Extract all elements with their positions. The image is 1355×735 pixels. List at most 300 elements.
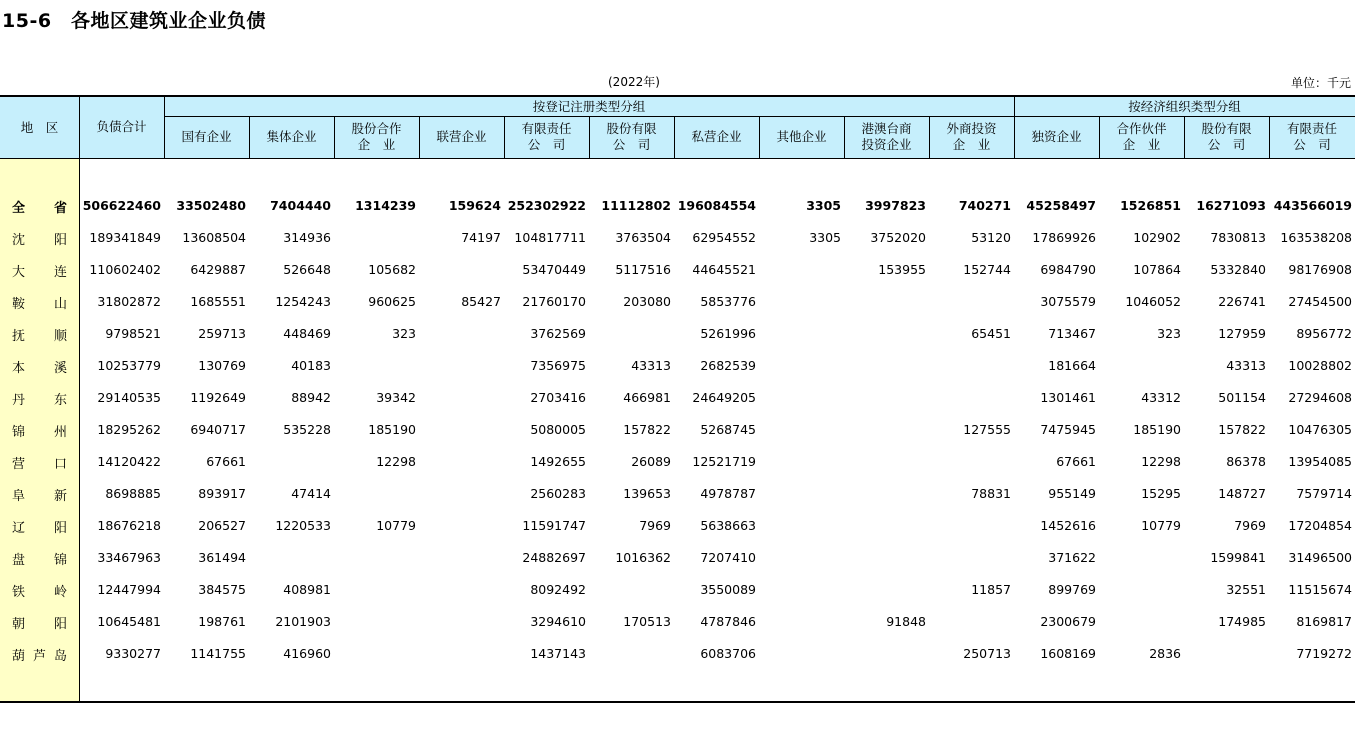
value-cell: 18676218 — [97, 518, 161, 533]
year-label: (2022年) — [608, 75, 660, 89]
header-col-line: 外商投资 — [946, 121, 997, 136]
header-col-label — [351, 121, 401, 153]
region-char: 抚 — [12, 328, 26, 344]
header-col-label — [181, 129, 231, 145]
value-cell — [844, 510, 926, 542]
value-cell — [1099, 574, 1181, 606]
header-col-10 — [929, 116, 1014, 158]
header-col-line: 集体企业 — [266, 129, 317, 144]
value-cell: 53120 — [971, 230, 1011, 245]
region-char: 盘 — [12, 552, 26, 568]
value-cell — [844, 638, 926, 670]
value-cell: 740271 — [958, 198, 1011, 213]
value-cell: 8956772 — [1296, 326, 1352, 341]
value-cell: 9798521 — [105, 326, 161, 341]
value-cell: 314936 — [283, 230, 331, 245]
value-cell: 506622460 — [82, 198, 161, 213]
region-char: 溪 — [53, 360, 67, 376]
value-cell: 526648 — [283, 262, 331, 277]
value-cell — [759, 350, 841, 382]
value-cell: 53470449 — [522, 262, 586, 277]
header-col-line: 国有企业 — [181, 129, 232, 144]
value-cell — [419, 638, 501, 670]
header-col-label — [776, 129, 826, 145]
header-col-line: 其他企业 — [776, 129, 827, 144]
value-cell: 17869926 — [1032, 230, 1096, 245]
value-cell: 185190 — [1133, 422, 1181, 437]
value-cell: 40183 — [291, 358, 331, 373]
value-cell: 105682 — [368, 262, 416, 277]
region-cell — [0, 606, 79, 638]
value-cell — [844, 318, 926, 350]
region-char: 新 — [53, 488, 67, 504]
value-cell: 32551 — [1226, 582, 1266, 597]
value-cell: 7404440 — [270, 198, 331, 213]
value-cell: 107864 — [1133, 262, 1181, 277]
header-col-label — [266, 129, 316, 145]
value-cell: 11857 — [971, 582, 1011, 597]
value-cell: 5261996 — [700, 326, 756, 341]
value-cell: 10645481 — [97, 614, 161, 629]
value-cell: 43312 — [1141, 390, 1181, 405]
value-cell: 226741 — [1218, 294, 1266, 309]
value-cell — [334, 542, 416, 574]
value-cell: 12447994 — [97, 582, 161, 597]
value-cell: 26089 — [631, 454, 671, 469]
value-cell: 27294608 — [1288, 390, 1352, 405]
value-cell: 5268745 — [700, 422, 756, 437]
value-cell: 181664 — [1048, 358, 1096, 373]
region-char: 顺 — [53, 328, 67, 344]
region-char: 锦 — [12, 424, 26, 440]
value-cell: 24882697 — [522, 550, 586, 565]
region-char: 铁 — [12, 584, 26, 600]
value-cell: 7830813 — [1210, 230, 1266, 245]
value-cell: 17204854 — [1288, 518, 1352, 533]
region-char: 阳 — [53, 232, 67, 248]
region-cell — [0, 638, 79, 670]
value-cell — [419, 254, 501, 286]
value-cell: 196084554 — [677, 198, 756, 213]
unit-label: 单位：千元 — [1290, 76, 1351, 90]
header-col-label — [1031, 129, 1081, 145]
value-cell: 3305 — [806, 198, 841, 213]
value-cell: 31802872 — [97, 294, 161, 309]
header-col-1 — [164, 116, 249, 158]
region-char: 大 — [12, 264, 26, 280]
value-cell — [759, 254, 841, 286]
value-cell: 3305 — [809, 230, 841, 245]
value-cell: 157822 — [623, 422, 671, 437]
header-col-4 — [419, 116, 504, 158]
value-cell: 15295 — [1141, 486, 1181, 501]
value-cell: 1141755 — [190, 646, 246, 661]
value-cell: 127555 — [963, 422, 1011, 437]
value-cell — [419, 542, 501, 574]
value-cell: 7579714 — [1296, 486, 1352, 501]
value-cell: 5853776 — [700, 294, 756, 309]
header-col-line: 有限责任 — [1286, 121, 1337, 136]
value-cell: 3997823 — [865, 198, 926, 213]
value-cell — [1099, 542, 1181, 574]
value-cell — [759, 478, 841, 510]
value-cell: 501154 — [1218, 390, 1266, 405]
region-cell — [0, 254, 79, 286]
value-cell: 29140535 — [97, 390, 161, 405]
region-char: 芦 — [32, 648, 46, 664]
value-cell: 10779 — [1141, 518, 1181, 533]
header-col-5 — [504, 116, 589, 158]
value-cell — [929, 606, 1011, 638]
value-cell: 12521719 — [692, 454, 756, 469]
value-cell: 713467 — [1048, 326, 1096, 341]
header-col-12 — [1099, 116, 1184, 158]
value-cell: 44645521 — [692, 262, 756, 277]
value-cell — [759, 414, 841, 446]
region-cell — [0, 574, 79, 606]
value-cell: 1599841 — [1210, 550, 1266, 565]
header-col-line: 联营企业 — [436, 129, 487, 144]
value-cell: 65451 — [971, 326, 1011, 341]
value-cell — [759, 382, 841, 414]
value-cell — [249, 542, 331, 574]
value-cell: 6940717 — [190, 422, 246, 437]
value-cell: 6429887 — [190, 262, 246, 277]
value-cell: 85427 — [461, 294, 501, 309]
header-region: 地 区 — [20, 119, 59, 135]
value-cell: 2682539 — [700, 358, 756, 373]
region-char: 营 — [12, 456, 26, 472]
value-cell — [759, 318, 841, 350]
value-cell: 1685551 — [190, 294, 246, 309]
value-cell: 1437143 — [530, 646, 586, 661]
value-cell: 893917 — [198, 486, 246, 501]
value-cell: 157822 — [1218, 422, 1266, 437]
header-col-line: 港澳台商 — [861, 121, 912, 136]
value-cell: 2560283 — [530, 486, 586, 501]
header-col-label — [606, 121, 656, 153]
value-cell — [759, 510, 841, 542]
value-cell — [589, 574, 671, 606]
value-cell: 153955 — [878, 262, 926, 277]
value-cell — [419, 446, 501, 478]
value-cell — [929, 350, 1011, 382]
value-cell: 1016362 — [615, 550, 671, 565]
header-col-9 — [844, 116, 929, 158]
value-cell: 4978787 — [700, 486, 756, 501]
region-char: 朝 — [12, 616, 26, 632]
value-cell: 5332840 — [1210, 262, 1266, 277]
header-col-label — [946, 121, 996, 153]
value-cell: 259713 — [198, 326, 246, 341]
value-cell: 384575 — [198, 582, 246, 597]
header-col-label — [436, 129, 486, 145]
value-cell — [929, 510, 1011, 542]
region-char: 本 — [12, 360, 26, 376]
value-cell: 8698885 — [105, 486, 161, 501]
value-cell: 98176908 — [1288, 262, 1352, 277]
header-col-line: 公 司 — [1207, 137, 1246, 152]
header-col-14 — [1269, 116, 1355, 158]
header-col-7 — [674, 116, 759, 158]
header-total: 负债合计 — [96, 119, 147, 134]
value-cell: 3075579 — [1040, 294, 1096, 309]
header-group-registration: 按登记注册类型分组 — [532, 98, 646, 114]
value-cell: 1220533 — [275, 518, 331, 533]
value-cell: 12298 — [376, 454, 416, 469]
value-cell: 408981 — [283, 582, 331, 597]
page-title: 15-6 各地区建筑业企业负债 — [2, 10, 267, 32]
region-char: 山 — [53, 296, 67, 312]
value-cell: 163538208 — [1280, 230, 1352, 245]
value-cell — [759, 574, 841, 606]
header-col-8 — [759, 116, 844, 158]
value-cell: 13608504 — [182, 230, 246, 245]
region-char: 锦 — [53, 552, 67, 568]
value-cell: 88942 — [291, 390, 331, 405]
value-cell: 43313 — [631, 358, 671, 373]
value-cell: 78831 — [971, 486, 1011, 501]
value-cell — [419, 510, 501, 542]
value-cell: 7207410 — [700, 550, 756, 565]
value-cell: 4787846 — [700, 614, 756, 629]
value-cell: 198761 — [198, 614, 246, 629]
header-col-line: 股份有限 — [1201, 121, 1252, 136]
header-col-label — [861, 121, 911, 153]
value-cell — [419, 318, 501, 350]
value-cell: 11591747 — [522, 518, 586, 533]
value-cell: 250713 — [963, 646, 1011, 661]
value-cell: 33467963 — [97, 550, 161, 565]
region-cell — [0, 446, 79, 478]
value-cell: 21760170 — [522, 294, 586, 309]
region-cell — [0, 542, 79, 574]
value-cell: 104817711 — [514, 230, 586, 245]
value-cell: 10779 — [376, 518, 416, 533]
value-cell: 110602402 — [89, 262, 161, 277]
header-col-line: 公 司 — [1293, 137, 1331, 152]
value-cell: 323 — [392, 326, 416, 341]
region-char: 连 — [53, 264, 67, 280]
value-cell: 5638663 — [700, 518, 756, 533]
region-char: 省 — [53, 200, 67, 216]
value-cell: 91848 — [886, 614, 926, 629]
header-col-label — [691, 129, 741, 145]
value-cell: 185190 — [368, 422, 416, 437]
value-cell: 899769 — [1048, 582, 1096, 597]
value-cell: 7475945 — [1040, 422, 1096, 437]
table-bottom-rule — [0, 701, 1355, 703]
value-cell: 14120422 — [97, 454, 161, 469]
header-col-11 — [1014, 116, 1099, 158]
value-cell — [334, 638, 416, 670]
value-cell: 74197 — [461, 230, 501, 245]
value-cell — [249, 446, 331, 478]
header-col-13 — [1184, 116, 1269, 158]
value-cell: 7719272 — [1296, 646, 1352, 661]
value-cell: 10253779 — [97, 358, 161, 373]
header-col-line: 企 业 — [357, 137, 396, 152]
value-cell — [929, 542, 1011, 574]
value-cell: 955149 — [1048, 486, 1096, 501]
header-col-label — [1116, 121, 1166, 153]
value-cell: 1254243 — [275, 294, 331, 309]
value-cell — [929, 286, 1011, 318]
value-cell: 27454500 — [1288, 294, 1352, 309]
value-cell: 159624 — [448, 198, 501, 213]
value-cell: 16271093 — [1196, 198, 1266, 213]
value-cell: 139653 — [623, 486, 671, 501]
value-cell — [589, 318, 671, 350]
value-cell: 33502480 — [176, 198, 246, 213]
region-char: 州 — [53, 424, 67, 440]
region-cell — [0, 414, 79, 446]
header-col-line: 股份合作 — [351, 121, 402, 136]
value-cell: 10476305 — [1288, 422, 1352, 437]
region-char: 东 — [53, 392, 67, 408]
region-cell — [0, 350, 79, 382]
value-cell — [844, 542, 926, 574]
value-cell: 24649205 — [692, 390, 756, 405]
header-col-line: 有限责任 — [521, 121, 572, 136]
value-cell — [759, 638, 841, 670]
value-cell: 62954552 — [692, 230, 756, 245]
value-cell — [844, 478, 926, 510]
value-cell: 416960 — [283, 646, 331, 661]
value-cell: 252302922 — [507, 198, 586, 213]
value-cell: 11515674 — [1288, 582, 1352, 597]
value-cell: 45258497 — [1026, 198, 1096, 213]
value-cell: 31496500 — [1288, 550, 1352, 565]
value-cell: 1492655 — [530, 454, 586, 469]
value-cell: 8169817 — [1296, 614, 1352, 629]
value-cell: 2836 — [1149, 646, 1181, 661]
value-cell: 960625 — [368, 294, 416, 309]
value-cell: 203080 — [623, 294, 671, 309]
value-cell: 448469 — [283, 326, 331, 341]
value-cell: 3752020 — [870, 230, 926, 245]
value-cell: 2300679 — [1040, 614, 1096, 629]
region-char: 葫 — [12, 648, 26, 664]
region-char: 沈 — [12, 232, 26, 248]
value-cell — [759, 542, 841, 574]
value-cell: 535228 — [283, 422, 331, 437]
value-cell: 102902 — [1133, 230, 1181, 245]
value-cell: 7969 — [639, 518, 671, 533]
header-group-economic: 按经济组织类型分组 — [1128, 98, 1241, 114]
value-cell — [419, 414, 501, 446]
header-col-3 — [334, 116, 419, 158]
value-cell: 10028802 — [1288, 358, 1352, 373]
value-cell: 6083706 — [700, 646, 756, 661]
value-cell — [844, 350, 926, 382]
value-cell: 11112802 — [601, 198, 671, 213]
value-cell: 152744 — [963, 262, 1011, 277]
value-cell: 361494 — [198, 550, 246, 565]
region-cell — [0, 190, 79, 222]
value-cell: 5117516 — [615, 262, 671, 277]
value-cell — [759, 446, 841, 478]
value-cell — [589, 638, 671, 670]
value-cell: 39342 — [376, 390, 416, 405]
header-col-line: 独资企业 — [1031, 129, 1082, 144]
value-cell: 3763504 — [615, 230, 671, 245]
value-cell — [334, 222, 416, 254]
value-cell — [419, 478, 501, 510]
region-cell — [0, 510, 79, 542]
value-cell — [929, 446, 1011, 478]
value-cell — [844, 446, 926, 478]
value-cell: 3762569 — [530, 326, 586, 341]
header-bottom-rule — [0, 158, 1355, 159]
region-char: 岭 — [53, 584, 67, 600]
value-cell — [844, 414, 926, 446]
value-cell — [844, 286, 926, 318]
header-col-label — [1287, 121, 1337, 153]
region-char: 阳 — [53, 520, 67, 536]
region-char: 岛 — [53, 648, 67, 664]
region-cell — [0, 222, 79, 254]
value-cell: 127959 — [1218, 326, 1266, 341]
region-cell — [0, 318, 79, 350]
value-cell: 323 — [1157, 326, 1181, 341]
value-cell: 130769 — [198, 358, 246, 373]
value-cell — [419, 350, 501, 382]
value-cell — [419, 606, 501, 638]
value-cell — [334, 574, 416, 606]
value-cell — [1099, 350, 1181, 382]
value-cell: 2101903 — [275, 614, 331, 629]
header-col-line: 公 司 — [527, 137, 566, 152]
header-col-label — [1201, 121, 1251, 153]
region-char: 全 — [12, 200, 26, 216]
header-col-line: 企 业 — [952, 137, 991, 152]
region-cell — [0, 286, 79, 318]
value-cell: 6984790 — [1040, 262, 1096, 277]
value-cell — [929, 382, 1011, 414]
value-cell: 189341849 — [89, 230, 161, 245]
value-cell: 5080005 — [530, 422, 586, 437]
region-char: 丹 — [12, 392, 26, 408]
value-cell: 148727 — [1218, 486, 1266, 501]
value-cell: 3294610 — [530, 614, 586, 629]
header-col-line: 股份有限 — [606, 121, 657, 136]
region-cell — [0, 382, 79, 414]
value-cell — [334, 350, 416, 382]
value-cell: 1192649 — [190, 390, 246, 405]
value-cell — [844, 382, 926, 414]
header-col-line: 公 司 — [612, 137, 651, 152]
header-col-label — [521, 121, 571, 153]
value-cell: 9330277 — [105, 646, 161, 661]
region-char: 口 — [53, 456, 67, 472]
value-cell: 3550089 — [700, 582, 756, 597]
value-cell — [334, 606, 416, 638]
value-cell: 443566019 — [1273, 198, 1352, 213]
value-cell: 1452616 — [1040, 518, 1096, 533]
region-char: 辽 — [12, 520, 26, 536]
value-cell: 18295262 — [97, 422, 161, 437]
value-cell — [419, 382, 501, 414]
value-cell: 174985 — [1218, 614, 1266, 629]
value-cell — [1184, 638, 1266, 670]
region-char: 阜 — [12, 488, 26, 504]
value-cell — [759, 286, 841, 318]
header-col-line: 企 业 — [1122, 137, 1161, 152]
value-cell: 1314239 — [355, 198, 416, 213]
value-cell: 1301461 — [1040, 390, 1096, 405]
value-cell: 7356975 — [530, 358, 586, 373]
